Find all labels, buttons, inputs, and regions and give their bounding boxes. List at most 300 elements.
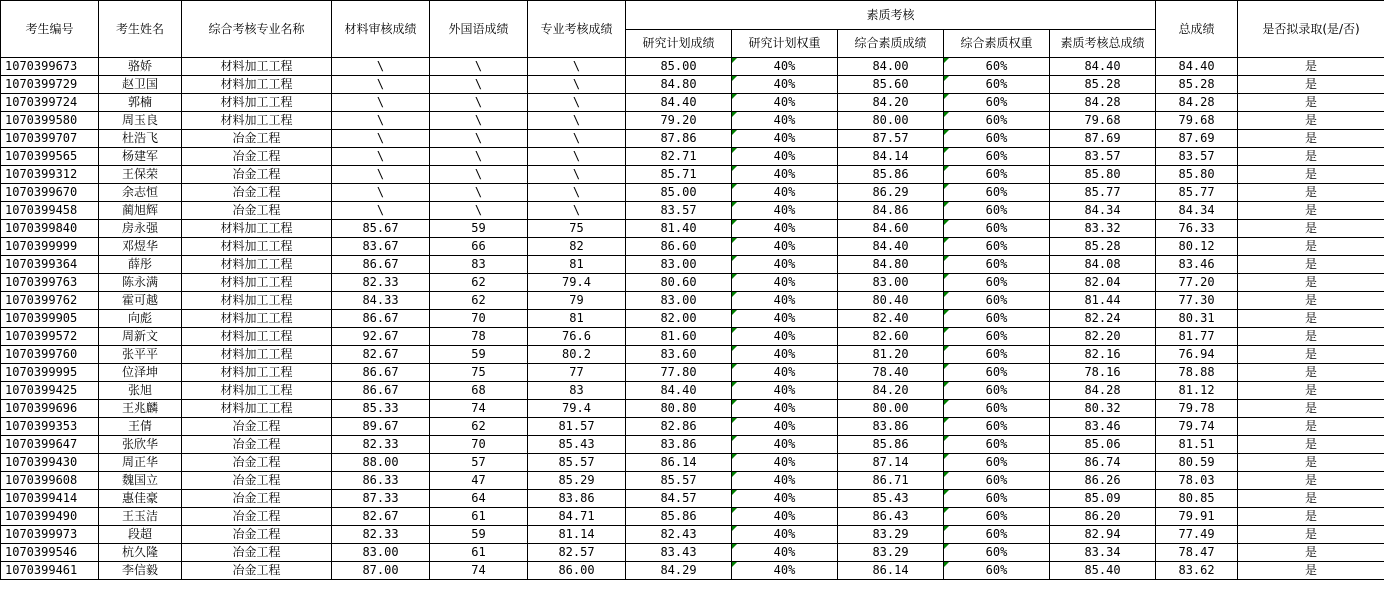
cell-candidate-name[interactable]: 周新文 xyxy=(99,328,182,346)
cell-material-score[interactable]: \ xyxy=(332,166,430,184)
table-row[interactable] xyxy=(1,436,1384,454)
cell-major[interactable]: 材料加工工程 xyxy=(182,112,332,130)
cell-material-score[interactable]: 86.67 xyxy=(332,382,430,400)
cell-total-score[interactable]: 77.49 xyxy=(1156,526,1238,544)
cell-comprehensive-quality-score[interactable]: 82.40 xyxy=(838,310,944,328)
cell-research-plan-weight[interactable]: 40% xyxy=(732,418,838,436)
cell-candidate-id[interactable]: 1070399572 xyxy=(1,328,99,346)
cell-foreign-language[interactable]: 59 xyxy=(430,526,528,544)
cell-candidate-name[interactable]: 杨建军 xyxy=(99,148,182,166)
cell-candidate-name[interactable]: 薛彤 xyxy=(99,256,182,274)
cell-professional-score[interactable]: 77 xyxy=(528,364,626,382)
cell-total-score[interactable]: 77.30 xyxy=(1156,292,1238,310)
cell-admitted[interactable]: 是 xyxy=(1238,346,1384,364)
cell-foreign-language[interactable]: \ xyxy=(430,130,528,148)
cell-candidate-id[interactable]: 1070399763 xyxy=(1,274,99,292)
cell-professional-score[interactable]: 85.43 xyxy=(528,436,626,454)
cell-professional-score[interactable]: \ xyxy=(528,148,626,166)
cell-comprehensive-quality-weight[interactable]: 60% xyxy=(944,346,1050,364)
cell-candidate-name[interactable]: 房永强 xyxy=(99,220,182,238)
cell-foreign-language[interactable]: 74 xyxy=(430,400,528,418)
cell-major[interactable]: 材料加工工程 xyxy=(182,382,332,400)
cell-candidate-id[interactable]: 1070399353 xyxy=(1,418,99,436)
cell-total-score[interactable]: 84.40 xyxy=(1156,58,1238,76)
cell-candidate-id[interactable]: 1070399425 xyxy=(1,382,99,400)
cell-foreign-language[interactable]: 68 xyxy=(430,382,528,400)
table-row[interactable] xyxy=(1,292,1384,310)
cell-material-score[interactable]: 87.00 xyxy=(332,562,430,580)
cell-comprehensive-quality-weight[interactable]: 60% xyxy=(944,472,1050,490)
cell-major[interactable]: 冶金工程 xyxy=(182,418,332,436)
cell-candidate-id[interactable]: 1070399414 xyxy=(1,490,99,508)
cell-research-plan-score[interactable]: 82.86 xyxy=(626,418,732,436)
cell-research-plan-weight[interactable]: 40% xyxy=(732,112,838,130)
cell-research-plan-weight[interactable]: 40% xyxy=(732,220,838,238)
cell-admitted[interactable]: 是 xyxy=(1238,166,1384,184)
cell-research-plan-weight[interactable]: 40% xyxy=(732,148,838,166)
cell-comprehensive-quality-score[interactable]: 84.20 xyxy=(838,94,944,112)
cell-major[interactable]: 冶金工程 xyxy=(182,508,332,526)
cell-comprehensive-quality-score[interactable]: 82.60 xyxy=(838,328,944,346)
cell-admitted[interactable]: 是 xyxy=(1238,274,1384,292)
cell-total-score[interactable]: 87.69 xyxy=(1156,130,1238,148)
cell-research-plan-weight[interactable]: 40% xyxy=(732,202,838,220)
cell-major[interactable]: 材料加工工程 xyxy=(182,274,332,292)
cell-professional-score[interactable]: 79 xyxy=(528,292,626,310)
cell-admitted[interactable]: 是 xyxy=(1238,544,1384,562)
cell-research-plan-score[interactable]: 83.86 xyxy=(626,436,732,454)
cell-foreign-language[interactable]: \ xyxy=(430,148,528,166)
cell-quality-total[interactable]: 82.94 xyxy=(1050,526,1156,544)
cell-total-score[interactable]: 78.88 xyxy=(1156,364,1238,382)
cell-total-score[interactable]: 80.59 xyxy=(1156,454,1238,472)
cell-material-score[interactable]: \ xyxy=(332,184,430,202)
cell-admitted[interactable]: 是 xyxy=(1238,76,1384,94)
table-row[interactable] xyxy=(1,130,1384,148)
cell-candidate-name[interactable]: 周玉良 xyxy=(99,112,182,130)
cell-candidate-name[interactable]: 段超 xyxy=(99,526,182,544)
cell-comprehensive-quality-weight[interactable]: 60% xyxy=(944,202,1050,220)
cell-professional-score[interactable]: 82 xyxy=(528,238,626,256)
cell-research-plan-score[interactable]: 84.29 xyxy=(626,562,732,580)
cell-foreign-language[interactable]: 64 xyxy=(430,490,528,508)
cell-comprehensive-quality-score[interactable]: 83.00 xyxy=(838,274,944,292)
cell-comprehensive-quality-score[interactable]: 86.29 xyxy=(838,184,944,202)
cell-major[interactable]: 冶金工程 xyxy=(182,472,332,490)
table-row[interactable] xyxy=(1,454,1384,472)
cell-candidate-name[interactable]: 杜浩飞 xyxy=(99,130,182,148)
cell-research-plan-weight[interactable]: 40% xyxy=(732,364,838,382)
cell-professional-score[interactable]: 81 xyxy=(528,256,626,274)
cell-total-score[interactable]: 78.03 xyxy=(1156,472,1238,490)
cell-research-plan-weight[interactable]: 40% xyxy=(732,508,838,526)
cell-admitted[interactable]: 是 xyxy=(1238,526,1384,544)
cell-research-plan-score[interactable]: 83.60 xyxy=(626,346,732,364)
table-row[interactable] xyxy=(1,202,1384,220)
cell-quality-total[interactable]: 85.28 xyxy=(1050,76,1156,94)
cell-candidate-id[interactable]: 1070399312 xyxy=(1,166,99,184)
cell-major[interactable]: 材料加工工程 xyxy=(182,400,332,418)
cell-research-plan-score[interactable]: 80.80 xyxy=(626,400,732,418)
cell-material-score[interactable]: 84.33 xyxy=(332,292,430,310)
cell-candidate-name[interactable]: 郭楠 xyxy=(99,94,182,112)
cell-research-plan-weight[interactable]: 40% xyxy=(732,94,838,112)
cell-admitted[interactable]: 是 xyxy=(1238,94,1384,112)
cell-candidate-name[interactable]: 杭久隆 xyxy=(99,544,182,562)
table-row[interactable] xyxy=(1,148,1384,166)
cell-candidate-name[interactable]: 李信毅 xyxy=(99,562,182,580)
cell-candidate-name[interactable]: 张欣华 xyxy=(99,436,182,454)
cell-comprehensive-quality-weight[interactable]: 60% xyxy=(944,526,1050,544)
cell-foreign-language[interactable]: 75 xyxy=(430,364,528,382)
table-row[interactable] xyxy=(1,418,1384,436)
cell-comprehensive-quality-score[interactable]: 78.40 xyxy=(838,364,944,382)
cell-research-plan-score[interactable]: 81.60 xyxy=(626,328,732,346)
cell-candidate-id[interactable]: 1070399670 xyxy=(1,184,99,202)
cell-research-plan-weight[interactable]: 40% xyxy=(732,526,838,544)
cell-foreign-language[interactable]: 62 xyxy=(430,418,528,436)
cell-total-score[interactable]: 78.47 xyxy=(1156,544,1238,562)
cell-professional-score[interactable]: 79.4 xyxy=(528,400,626,418)
cell-comprehensive-quality-weight[interactable]: 60% xyxy=(944,184,1050,202)
cell-research-plan-score[interactable]: 81.40 xyxy=(626,220,732,238)
cell-quality-total[interactable]: 84.08 xyxy=(1050,256,1156,274)
cell-candidate-name[interactable]: 霍可越 xyxy=(99,292,182,310)
cell-research-plan-score[interactable]: 85.00 xyxy=(626,58,732,76)
cell-research-plan-weight[interactable]: 40% xyxy=(732,400,838,418)
cell-material-score[interactable]: 92.67 xyxy=(332,328,430,346)
cell-major[interactable]: 材料加工工程 xyxy=(182,256,332,274)
cell-major[interactable]: 冶金工程 xyxy=(182,544,332,562)
cell-material-score[interactable]: 89.67 xyxy=(332,418,430,436)
cell-professional-score[interactable]: \ xyxy=(528,202,626,220)
cell-foreign-language[interactable]: 78 xyxy=(430,328,528,346)
cell-comprehensive-quality-weight[interactable]: 60% xyxy=(944,130,1050,148)
cell-professional-score[interactable]: 86.00 xyxy=(528,562,626,580)
cell-candidate-id[interactable]: 1070399565 xyxy=(1,148,99,166)
cell-research-plan-score[interactable]: 79.20 xyxy=(626,112,732,130)
cell-professional-score[interactable]: \ xyxy=(528,166,626,184)
cell-comprehensive-quality-score[interactable]: 84.80 xyxy=(838,256,944,274)
cell-comprehensive-quality-weight[interactable]: 60% xyxy=(944,256,1050,274)
cell-foreign-language[interactable]: 74 xyxy=(430,562,528,580)
cell-total-score[interactable]: 81.77 xyxy=(1156,328,1238,346)
cell-material-score[interactable]: 82.67 xyxy=(332,508,430,526)
cell-comprehensive-quality-weight[interactable]: 60% xyxy=(944,112,1050,130)
cell-comprehensive-quality-weight[interactable]: 60% xyxy=(944,220,1050,238)
cell-total-score[interactable]: 81.12 xyxy=(1156,382,1238,400)
cell-research-plan-score[interactable]: 85.71 xyxy=(626,166,732,184)
cell-research-plan-score[interactable]: 84.40 xyxy=(626,382,732,400)
cell-total-score[interactable]: 83.46 xyxy=(1156,256,1238,274)
cell-research-plan-score[interactable]: 83.43 xyxy=(626,544,732,562)
cell-research-plan-weight[interactable]: 40% xyxy=(732,472,838,490)
cell-material-score[interactable]: 86.67 xyxy=(332,364,430,382)
cell-candidate-name[interactable]: 王倩 xyxy=(99,418,182,436)
cell-foreign-language[interactable]: 70 xyxy=(430,310,528,328)
cell-candidate-id[interactable]: 1070399729 xyxy=(1,76,99,94)
cell-admitted[interactable]: 是 xyxy=(1238,418,1384,436)
cell-total-score[interactable]: 83.57 xyxy=(1156,148,1238,166)
cell-candidate-id[interactable]: 1070399490 xyxy=(1,508,99,526)
cell-professional-score[interactable]: 81.57 xyxy=(528,418,626,436)
cell-major[interactable]: 材料加工工程 xyxy=(182,328,332,346)
table-row[interactable] xyxy=(1,112,1384,130)
cell-comprehensive-quality-score[interactable]: 84.60 xyxy=(838,220,944,238)
cell-foreign-language[interactable]: 83 xyxy=(430,256,528,274)
cell-candidate-id[interactable]: 1070399762 xyxy=(1,292,99,310)
cell-major[interactable]: 冶金工程 xyxy=(182,148,332,166)
cell-admitted[interactable]: 是 xyxy=(1238,508,1384,526)
table-row[interactable] xyxy=(1,544,1384,562)
cell-admitted[interactable]: 是 xyxy=(1238,436,1384,454)
cell-comprehensive-quality-weight[interactable]: 60% xyxy=(944,562,1050,580)
cell-research-plan-weight[interactable]: 40% xyxy=(732,328,838,346)
cell-candidate-id[interactable]: 1070399840 xyxy=(1,220,99,238)
cell-total-score[interactable]: 79.68 xyxy=(1156,112,1238,130)
cell-comprehensive-quality-weight[interactable]: 60% xyxy=(944,382,1050,400)
cell-candidate-id[interactable]: 1070399999 xyxy=(1,238,99,256)
cell-foreign-language[interactable]: 47 xyxy=(430,472,528,490)
cell-professional-score[interactable]: 76.6 xyxy=(528,328,626,346)
cell-material-score[interactable]: 86.67 xyxy=(332,256,430,274)
cell-professional-score[interactable]: 81.14 xyxy=(528,526,626,544)
cell-total-score[interactable]: 84.34 xyxy=(1156,202,1238,220)
cell-research-plan-weight[interactable]: 40% xyxy=(732,490,838,508)
cell-comprehensive-quality-weight[interactable]: 60% xyxy=(944,454,1050,472)
cell-candidate-id[interactable]: 1070399461 xyxy=(1,562,99,580)
cell-candidate-id[interactable]: 1070399673 xyxy=(1,58,99,76)
cell-candidate-name[interactable]: 周正华 xyxy=(99,454,182,472)
cell-material-score[interactable]: 88.00 xyxy=(332,454,430,472)
table-row[interactable] xyxy=(1,562,1384,580)
cell-candidate-id[interactable]: 1070399905 xyxy=(1,310,99,328)
cell-material-score[interactable]: \ xyxy=(332,130,430,148)
cell-major[interactable]: 冶金工程 xyxy=(182,184,332,202)
cell-candidate-name[interactable]: 张平平 xyxy=(99,346,182,364)
cell-admitted[interactable]: 是 xyxy=(1238,184,1384,202)
cell-total-score[interactable]: 85.28 xyxy=(1156,76,1238,94)
table-row[interactable] xyxy=(1,364,1384,382)
cell-research-plan-score[interactable]: 84.57 xyxy=(626,490,732,508)
cell-research-plan-weight[interactable]: 40% xyxy=(732,454,838,472)
cell-comprehensive-quality-weight[interactable]: 60% xyxy=(944,310,1050,328)
cell-comprehensive-quality-score[interactable]: 80.00 xyxy=(838,112,944,130)
cell-candidate-name[interactable]: 王玉洁 xyxy=(99,508,182,526)
cell-research-plan-weight[interactable]: 40% xyxy=(732,256,838,274)
cell-comprehensive-quality-score[interactable]: 83.29 xyxy=(838,526,944,544)
cell-professional-score[interactable]: 81 xyxy=(528,310,626,328)
cell-professional-score[interactable]: \ xyxy=(528,94,626,112)
cell-total-score[interactable]: 76.94 xyxy=(1156,346,1238,364)
table-row[interactable] xyxy=(1,328,1384,346)
table-row[interactable] xyxy=(1,238,1384,256)
cell-major[interactable]: 冶金工程 xyxy=(182,166,332,184)
cell-comprehensive-quality-weight[interactable]: 60% xyxy=(944,364,1050,382)
cell-material-score[interactable]: \ xyxy=(332,112,430,130)
cell-quality-total[interactable]: 86.74 xyxy=(1050,454,1156,472)
cell-candidate-id[interactable]: 1070399580 xyxy=(1,112,99,130)
cell-foreign-language[interactable]: 66 xyxy=(430,238,528,256)
cell-research-plan-score[interactable]: 82.43 xyxy=(626,526,732,544)
cell-quality-total[interactable]: 82.04 xyxy=(1050,274,1156,292)
cell-comprehensive-quality-score[interactable]: 84.00 xyxy=(838,58,944,76)
cell-quality-total[interactable]: 81.44 xyxy=(1050,292,1156,310)
cell-candidate-name[interactable]: 位泽坤 xyxy=(99,364,182,382)
table-row[interactable] xyxy=(1,256,1384,274)
cell-major[interactable]: 材料加工工程 xyxy=(182,292,332,310)
cell-comprehensive-quality-score[interactable]: 85.86 xyxy=(838,166,944,184)
cell-quality-total[interactable]: 80.32 xyxy=(1050,400,1156,418)
table-row[interactable] xyxy=(1,184,1384,202)
cell-major[interactable]: 冶金工程 xyxy=(182,202,332,220)
table-row[interactable] xyxy=(1,310,1384,328)
cell-research-plan-weight[interactable]: 40% xyxy=(732,292,838,310)
cell-comprehensive-quality-score[interactable]: 80.00 xyxy=(838,400,944,418)
cell-comprehensive-quality-score[interactable]: 87.14 xyxy=(838,454,944,472)
cell-comprehensive-quality-score[interactable]: 86.14 xyxy=(838,562,944,580)
cell-admitted[interactable]: 是 xyxy=(1238,112,1384,130)
cell-admitted[interactable]: 是 xyxy=(1238,130,1384,148)
cell-foreign-language[interactable]: 59 xyxy=(430,346,528,364)
cell-research-plan-score[interactable]: 86.60 xyxy=(626,238,732,256)
cell-comprehensive-quality-score[interactable]: 80.40 xyxy=(838,292,944,310)
cell-comprehensive-quality-weight[interactable]: 60% xyxy=(944,58,1050,76)
cell-research-plan-weight[interactable]: 40% xyxy=(732,382,838,400)
cell-quality-total[interactable]: 84.34 xyxy=(1050,202,1156,220)
cell-major[interactable]: 材料加工工程 xyxy=(182,76,332,94)
table-row[interactable] xyxy=(1,346,1384,364)
cell-material-score[interactable]: \ xyxy=(332,202,430,220)
cell-material-score[interactable]: \ xyxy=(332,148,430,166)
cell-total-score[interactable]: 79.74 xyxy=(1156,418,1238,436)
cell-quality-total[interactable]: 83.46 xyxy=(1050,418,1156,436)
cell-material-score[interactable]: 85.67 xyxy=(332,220,430,238)
cell-comprehensive-quality-score[interactable]: 87.57 xyxy=(838,130,944,148)
cell-foreign-language[interactable]: \ xyxy=(430,184,528,202)
cell-candidate-name[interactable]: 骆娇 xyxy=(99,58,182,76)
cell-material-score[interactable]: 83.00 xyxy=(332,544,430,562)
cell-candidate-id[interactable]: 1070399647 xyxy=(1,436,99,454)
cell-quality-total[interactable]: 78.16 xyxy=(1050,364,1156,382)
cell-research-plan-score[interactable]: 82.00 xyxy=(626,310,732,328)
cell-total-score[interactable]: 76.33 xyxy=(1156,220,1238,238)
cell-candidate-name[interactable]: 王保荣 xyxy=(99,166,182,184)
cell-professional-score[interactable]: \ xyxy=(528,130,626,148)
cell-foreign-language[interactable]: \ xyxy=(430,94,528,112)
cell-total-score[interactable]: 79.78 xyxy=(1156,400,1238,418)
cell-total-score[interactable]: 85.80 xyxy=(1156,166,1238,184)
cell-research-plan-score[interactable]: 82.71 xyxy=(626,148,732,166)
cell-major[interactable]: 材料加工工程 xyxy=(182,310,332,328)
cell-candidate-id[interactable]: 1070399696 xyxy=(1,400,99,418)
cell-major[interactable]: 材料加工工程 xyxy=(182,238,332,256)
cell-material-score[interactable]: \ xyxy=(332,94,430,112)
cell-material-score[interactable]: 82.33 xyxy=(332,436,430,454)
cell-foreign-language[interactable]: \ xyxy=(430,58,528,76)
cell-total-score[interactable]: 77.20 xyxy=(1156,274,1238,292)
cell-quality-total[interactable]: 85.06 xyxy=(1050,436,1156,454)
cell-material-score[interactable]: 86.33 xyxy=(332,472,430,490)
cell-major[interactable]: 冶金工程 xyxy=(182,562,332,580)
cell-research-plan-weight[interactable]: 40% xyxy=(732,310,838,328)
cell-material-score[interactable]: \ xyxy=(332,58,430,76)
cell-major[interactable]: 冶金工程 xyxy=(182,436,332,454)
cell-candidate-id[interactable]: 1070399364 xyxy=(1,256,99,274)
cell-research-plan-weight[interactable]: 40% xyxy=(732,184,838,202)
cell-comprehensive-quality-weight[interactable]: 60% xyxy=(944,274,1050,292)
table-row[interactable] xyxy=(1,166,1384,184)
cell-admitted[interactable]: 是 xyxy=(1238,58,1384,76)
cell-candidate-id[interactable]: 1070399724 xyxy=(1,94,99,112)
cell-candidate-name[interactable]: 王兆麟 xyxy=(99,400,182,418)
cell-candidate-id[interactable]: 1070399430 xyxy=(1,454,99,472)
cell-admitted[interactable]: 是 xyxy=(1238,364,1384,382)
cell-candidate-name[interactable]: 邓煜华 xyxy=(99,238,182,256)
cell-candidate-name[interactable]: 张旭 xyxy=(99,382,182,400)
cell-comprehensive-quality-score[interactable]: 84.86 xyxy=(838,202,944,220)
cell-quality-total[interactable]: 85.77 xyxy=(1050,184,1156,202)
cell-candidate-name[interactable]: 陈永满 xyxy=(99,274,182,292)
cell-foreign-language[interactable]: \ xyxy=(430,76,528,94)
cell-comprehensive-quality-weight[interactable]: 60% xyxy=(944,328,1050,346)
cell-research-plan-weight[interactable]: 40% xyxy=(732,130,838,148)
cell-material-score[interactable]: 83.67 xyxy=(332,238,430,256)
cell-candidate-id[interactable]: 1070399546 xyxy=(1,544,99,562)
cell-comprehensive-quality-score[interactable]: 85.43 xyxy=(838,490,944,508)
cell-professional-score[interactable]: 83 xyxy=(528,382,626,400)
cell-major[interactable]: 材料加工工程 xyxy=(182,346,332,364)
cell-candidate-name[interactable]: 魏国立 xyxy=(99,472,182,490)
table-row[interactable] xyxy=(1,76,1384,94)
cell-professional-score[interactable]: \ xyxy=(528,58,626,76)
cell-professional-score[interactable]: \ xyxy=(528,184,626,202)
cell-comprehensive-quality-score[interactable]: 86.71 xyxy=(838,472,944,490)
cell-research-plan-score[interactable]: 80.60 xyxy=(626,274,732,292)
cell-foreign-language[interactable]: 62 xyxy=(430,292,528,310)
cell-research-plan-weight[interactable]: 40% xyxy=(732,238,838,256)
cell-quality-total[interactable]: 83.34 xyxy=(1050,544,1156,562)
cell-foreign-language[interactable]: 70 xyxy=(430,436,528,454)
cell-admitted[interactable]: 是 xyxy=(1238,202,1384,220)
cell-comprehensive-quality-weight[interactable]: 60% xyxy=(944,94,1050,112)
table-row[interactable] xyxy=(1,58,1384,76)
cell-candidate-id[interactable]: 1070399973 xyxy=(1,526,99,544)
cell-quality-total[interactable]: 85.40 xyxy=(1050,562,1156,580)
cell-comprehensive-quality-weight[interactable]: 60% xyxy=(944,490,1050,508)
cell-comprehensive-quality-weight[interactable]: 60% xyxy=(944,148,1050,166)
cell-comprehensive-quality-score[interactable]: 85.60 xyxy=(838,76,944,94)
cell-foreign-language[interactable]: 62 xyxy=(430,274,528,292)
cell-foreign-language[interactable]: 61 xyxy=(430,544,528,562)
cell-total-score[interactable]: 81.51 xyxy=(1156,436,1238,454)
cell-comprehensive-quality-score[interactable]: 85.86 xyxy=(838,436,944,454)
cell-admitted[interactable]: 是 xyxy=(1238,490,1384,508)
cell-admitted[interactable]: 是 xyxy=(1238,382,1384,400)
cell-quality-total[interactable]: 84.28 xyxy=(1050,382,1156,400)
cell-research-plan-score[interactable]: 84.40 xyxy=(626,94,732,112)
table-row[interactable] xyxy=(1,274,1384,292)
table-row[interactable] xyxy=(1,382,1384,400)
cell-admitted[interactable]: 是 xyxy=(1238,220,1384,238)
cell-admitted[interactable]: 是 xyxy=(1238,292,1384,310)
cell-research-plan-score[interactable]: 77.80 xyxy=(626,364,732,382)
cell-comprehensive-quality-weight[interactable]: 60% xyxy=(944,76,1050,94)
cell-comprehensive-quality-weight[interactable]: 60% xyxy=(944,436,1050,454)
cell-admitted[interactable]: 是 xyxy=(1238,238,1384,256)
cell-candidate-name[interactable]: 蔺旭辉 xyxy=(99,202,182,220)
cell-comprehensive-quality-weight[interactable]: 60% xyxy=(944,238,1050,256)
